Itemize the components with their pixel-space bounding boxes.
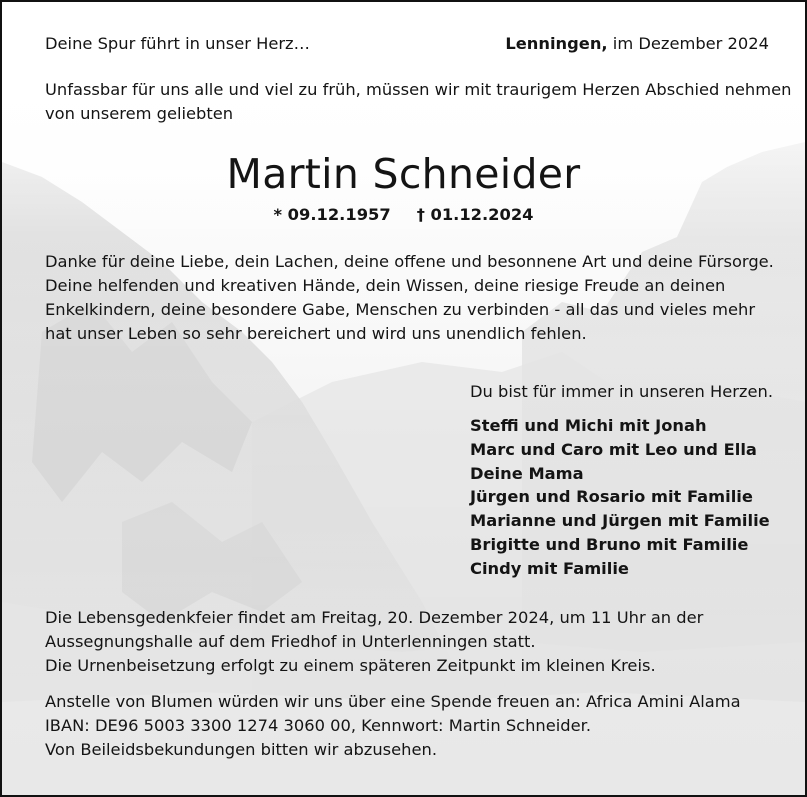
life-dates xyxy=(2,203,805,227)
family-member: Marc und Caro mit Leo und Ella xyxy=(470,439,757,459)
donation-line: IBAN: DE96 5003 3300 1274 3060 00, Kennwort: Martin Schneider. xyxy=(45,716,592,735)
family-member: Deine Mama xyxy=(470,463,584,483)
family-member: Cindy mit Familie xyxy=(470,558,629,578)
ceremony-line: Die Urnenbeisetzung erfolgt zu einem späteren Zeitpunkt im kleinen Kreis. xyxy=(45,656,656,675)
place-date xyxy=(505,32,769,56)
donation-line: Von Beileidsbekundungen bitten wir abzusehen. xyxy=(45,740,438,759)
motto-text: Deine Spur führt in unser Herz… xyxy=(45,34,310,53)
ceremony-paragraph xyxy=(45,606,785,678)
family-member: Brigitte und Bruno mit Familie xyxy=(470,534,749,554)
ceremony-line: Die Lebensgedenkfeier findet am Freitag, 20. Dezember 2024, um 11 Uhr an der xyxy=(45,608,704,627)
intro-line: Unfassbar für uns alle und viel zu früh, müssen wir mit traurigem Herzen Abschied nehmen xyxy=(45,80,792,99)
family-member: Marianne und Jürgen mit Familie xyxy=(470,511,770,531)
birth-date: * 09.12.1957 xyxy=(273,205,391,224)
thanks-paragraph xyxy=(45,250,785,346)
donation-line: Anstelle von Blumen würden wir uns über eine Spende freuen an: Africa Amini Alama xyxy=(45,692,741,711)
thanks-line: Deine helfenden und kreativen Hände, dein Wissen, deine riesige Freude an deinen xyxy=(45,276,726,295)
death-date: † 01.12.2024 xyxy=(416,205,534,224)
family-list xyxy=(470,414,770,581)
thanks-line: hat unser Leben so sehr bereichert und wird uns unendlich fehlen. xyxy=(45,324,587,343)
date-text: im Dezember 2024 xyxy=(607,34,769,53)
intro-line: von unserem geliebten xyxy=(45,104,234,123)
donation-paragraph xyxy=(45,690,785,762)
intro-paragraph xyxy=(45,78,792,126)
forever-line: Du bist für immer in unseren Herzen. xyxy=(470,382,773,401)
thanks-line: Enkelkindern, deine besondere Gabe, Menschen zu verbinden - all das und vieles mehr xyxy=(45,300,756,319)
thanks-line: Danke für deine Liebe, dein Lachen, deine offene und besonnene Art und deine Fürsorge. xyxy=(45,252,774,271)
deceased-name: Martin Schneider xyxy=(226,150,581,198)
place-name: Lenningen, xyxy=(505,34,608,53)
family-member: Jürgen und Rosario mit Familie xyxy=(470,487,753,507)
ceremony-line: Aussegnungshalle auf dem Friedhof in Unterlenningen statt. xyxy=(45,632,536,651)
family-member: Steffi und Michi mit Jonah xyxy=(470,416,707,435)
